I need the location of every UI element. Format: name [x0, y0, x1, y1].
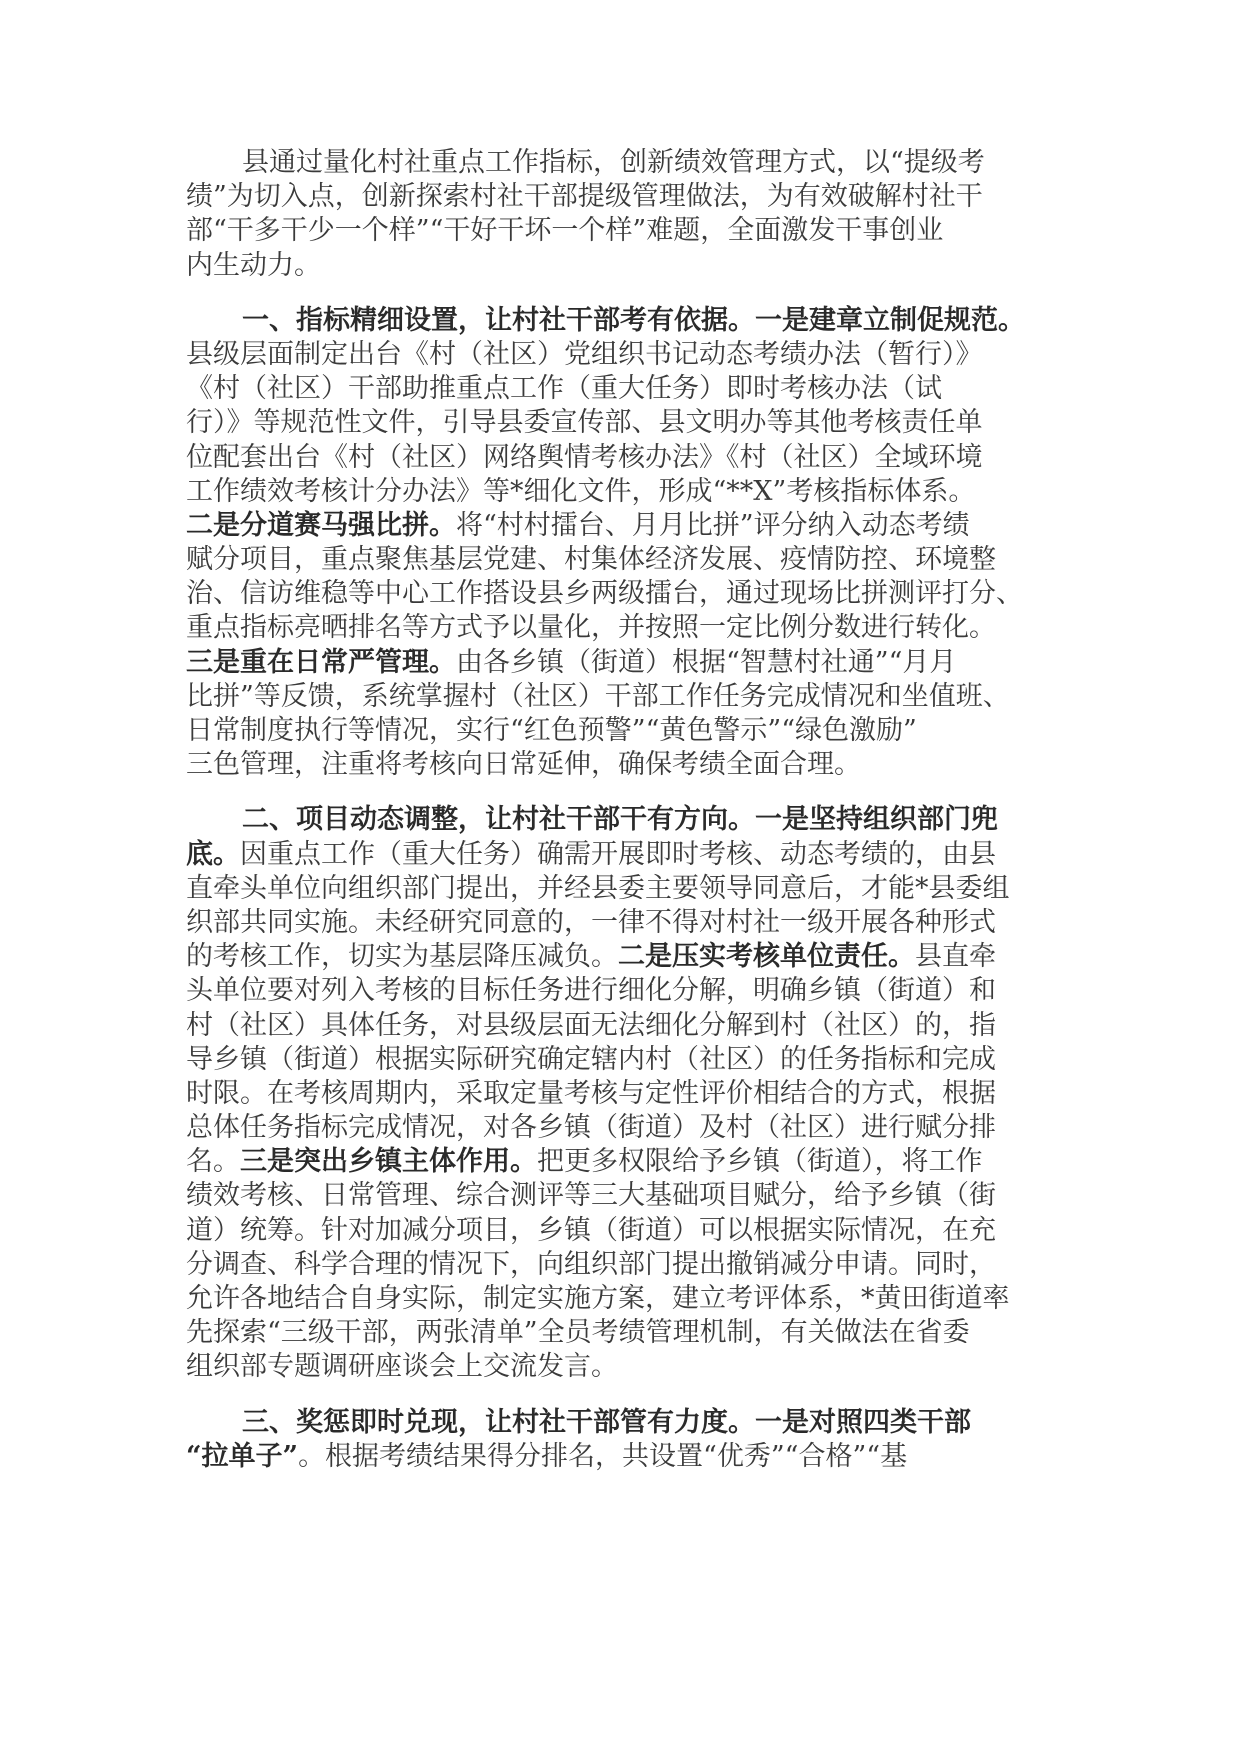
paragraph-section-3 — [186, 1406, 1046, 1474]
text-line — [186, 543, 1046, 577]
text-run: 头单位要对列入考核的目标任务进行细化分解，明确乡镇（街道）和 — [186, 975, 996, 1007]
text-line — [186, 1316, 1046, 1350]
text-run: 重点指标亮晒排名等方式予以量化，并按照一定比例分数进行转化。 — [186, 612, 996, 644]
text-line — [186, 680, 1046, 714]
text-line — [186, 714, 1046, 748]
text-run: 时限。在考核周期内，采取定量考核与定性评价相结合的方式，根据 — [186, 1077, 996, 1109]
text-line — [186, 803, 1046, 837]
text-run: 绩效考核、日常管理、综合测评等三大基础项目赋分，给予乡镇（街 — [186, 1180, 996, 1212]
text-run: 的考核工作，切实为基层降压减负。 — [186, 941, 618, 973]
text-run: 工作绩效考核计分办法》等*细化文件，形成“**X”考核指标体系。 — [186, 475, 976, 507]
text-line — [186, 1145, 1046, 1179]
text-line — [186, 509, 1046, 543]
text-run: 导乡镇（街道）根据实际研究确定辖内村（社区）的任务指标和完成 — [186, 1043, 996, 1075]
text-line — [186, 1248, 1046, 1282]
text-line — [186, 974, 1046, 1008]
text-line — [186, 1214, 1046, 1248]
text-run: 内生动力。 — [186, 249, 321, 281]
bold-heading-run: 三是突出乡镇主体作用。 — [240, 1146, 537, 1178]
text-line — [186, 872, 1046, 906]
text-run: 部“干多干少一个样”“干好干坏一个样”难题，全面激发干事创业 — [186, 215, 944, 247]
text-run: 名。 — [186, 1146, 240, 1178]
text-run: 允许各地结合自身实际，制定实施方案，建立考评体系，*黄田街道率 — [186, 1283, 1010, 1314]
text-line — [186, 646, 1046, 680]
text-line — [186, 906, 1046, 940]
text-line — [186, 611, 1046, 645]
paragraph-section-2 — [186, 803, 1046, 1384]
text-line — [186, 1043, 1046, 1077]
text-run: 绩”为切入点，创新探索村社干部提级管理做法，为有效破解村社干 — [186, 181, 983, 213]
document-page — [186, 146, 1046, 1495]
text-run: 行）》等规范性文件，引导县委宣传部、县文明办等其他考核责任单 — [186, 407, 983, 439]
text-run: 组织部专题调研座谈会上交流发言。 — [186, 1351, 618, 1383]
bold-heading-run: “拉单子” — [186, 1440, 299, 1472]
text-run: 比拼”等反馈，系统掌握村（社区）干部工作任务完成情况和坐值班、 — [186, 680, 1010, 712]
text-line — [186, 1350, 1046, 1384]
text-line — [186, 1111, 1046, 1145]
paragraph-intro — [186, 146, 1046, 283]
text-run: 赋分项目，重点聚焦基层党建、村集体经济发展、疫情防控、环境整 — [186, 544, 996, 576]
text-run: 总体任务指标完成情况，对各乡镇（街道）及村（社区）进行赋分排 — [186, 1112, 996, 1144]
bold-heading-run: 二是分道赛马强比拼。 — [186, 509, 456, 541]
text-line — [186, 372, 1046, 406]
text-run: 直牵头单位向组织部门提出，并经县委主要领导同意后，才能*县委组 — [186, 872, 1010, 904]
bold-heading-run: 二是压实考核单位责任。 — [618, 941, 915, 973]
text-line — [186, 304, 1046, 338]
text-line — [186, 180, 1046, 214]
text-line — [186, 406, 1046, 440]
text-line — [186, 1406, 1046, 1440]
text-line — [186, 940, 1046, 974]
text-run: 三色管理，注重将考核向日常延伸，确保考绩全面合理。 — [186, 749, 861, 781]
text-run: 县通过量化村社重点工作指标，创新绩效管理方式，以“提级考 — [242, 147, 985, 178]
text-run: 把更多权限给予乡镇（街道），将工作 — [537, 1146, 983, 1178]
text-line — [186, 1282, 1046, 1316]
text-line — [186, 577, 1046, 611]
text-line — [186, 249, 1046, 283]
bold-heading-run: 底。 — [186, 838, 240, 870]
paragraph-section-1 — [186, 304, 1046, 783]
bold-heading-run: 二、项目动态调整，让村社干部干有方向。一是坚持组织部门兜 — [242, 804, 998, 836]
text-run: 日常制度执行等情况，实行“红色预警”“黄色警示”“绿色激励” — [186, 715, 917, 746]
text-line — [186, 338, 1046, 372]
text-run: 县直牵 — [915, 941, 996, 973]
text-line — [186, 214, 1046, 248]
text-run: 因重点工作（重大任务）确需开展即时考核、动态考绩的，由县 — [240, 838, 996, 870]
text-run: 织部共同实施。未经研究同意的，一律不得对村社一级开展各种形式 — [186, 906, 996, 938]
text-run: 《村（社区）干部助推重点工作（重大任务）即时考核办法（试 — [186, 373, 942, 405]
text-run: 将“村村擂台、月月比拼”评分纳入动态考绩 — [456, 509, 970, 541]
text-run: 县级层面制定出台《村（社区）党组织书记动态考绩办法（暂行）》 — [186, 338, 983, 370]
text-line — [186, 1179, 1046, 1213]
text-line — [186, 748, 1046, 782]
text-run: 位配套出台《村（社区）网络舆情考核办法》《村（社区）全域环境 — [186, 441, 983, 473]
text-run: 道）统筹。针对加减分项目，乡镇（街道）可以根据实际情况，在充 — [186, 1214, 996, 1246]
text-run: 分调查、科学合理的情况下，向组织部门提出撤销减分申请。同时， — [186, 1248, 996, 1280]
text-run: 村（社区）具体任务，对县级层面无法细化分解到村（社区）的，指 — [186, 1009, 996, 1041]
bold-heading-run: 三、奖惩即时兑现，让村社干部管有力度。一是对照四类干部 — [242, 1406, 971, 1438]
text-line — [186, 1077, 1046, 1111]
bold-heading-run: 一、指标精细设置，让村社干部考有依据。一是建章立制促规范。 — [242, 304, 1025, 336]
text-line — [186, 475, 1046, 509]
text-line — [186, 146, 1046, 180]
text-run: 。根据考绩结果得分排名，共设置“优秀”“合格”“基 — [298, 1440, 908, 1472]
text-run: 由各乡镇（街道）根据“智慧村社通”“月月 — [456, 646, 957, 678]
text-line — [186, 1440, 1046, 1474]
text-run: 治、信访维稳等中心工作搭设县乡两级擂台，通过现场比拼测评打分、 — [186, 578, 1023, 610]
text-run: 先探索“三级干部，两张清单”全员考绩管理机制，有关做法在省委 — [186, 1317, 970, 1349]
text-line — [186, 441, 1046, 475]
text-line — [186, 838, 1046, 872]
bold-heading-run: 三是重在日常严管理。 — [186, 646, 456, 678]
text-line — [186, 1009, 1046, 1043]
